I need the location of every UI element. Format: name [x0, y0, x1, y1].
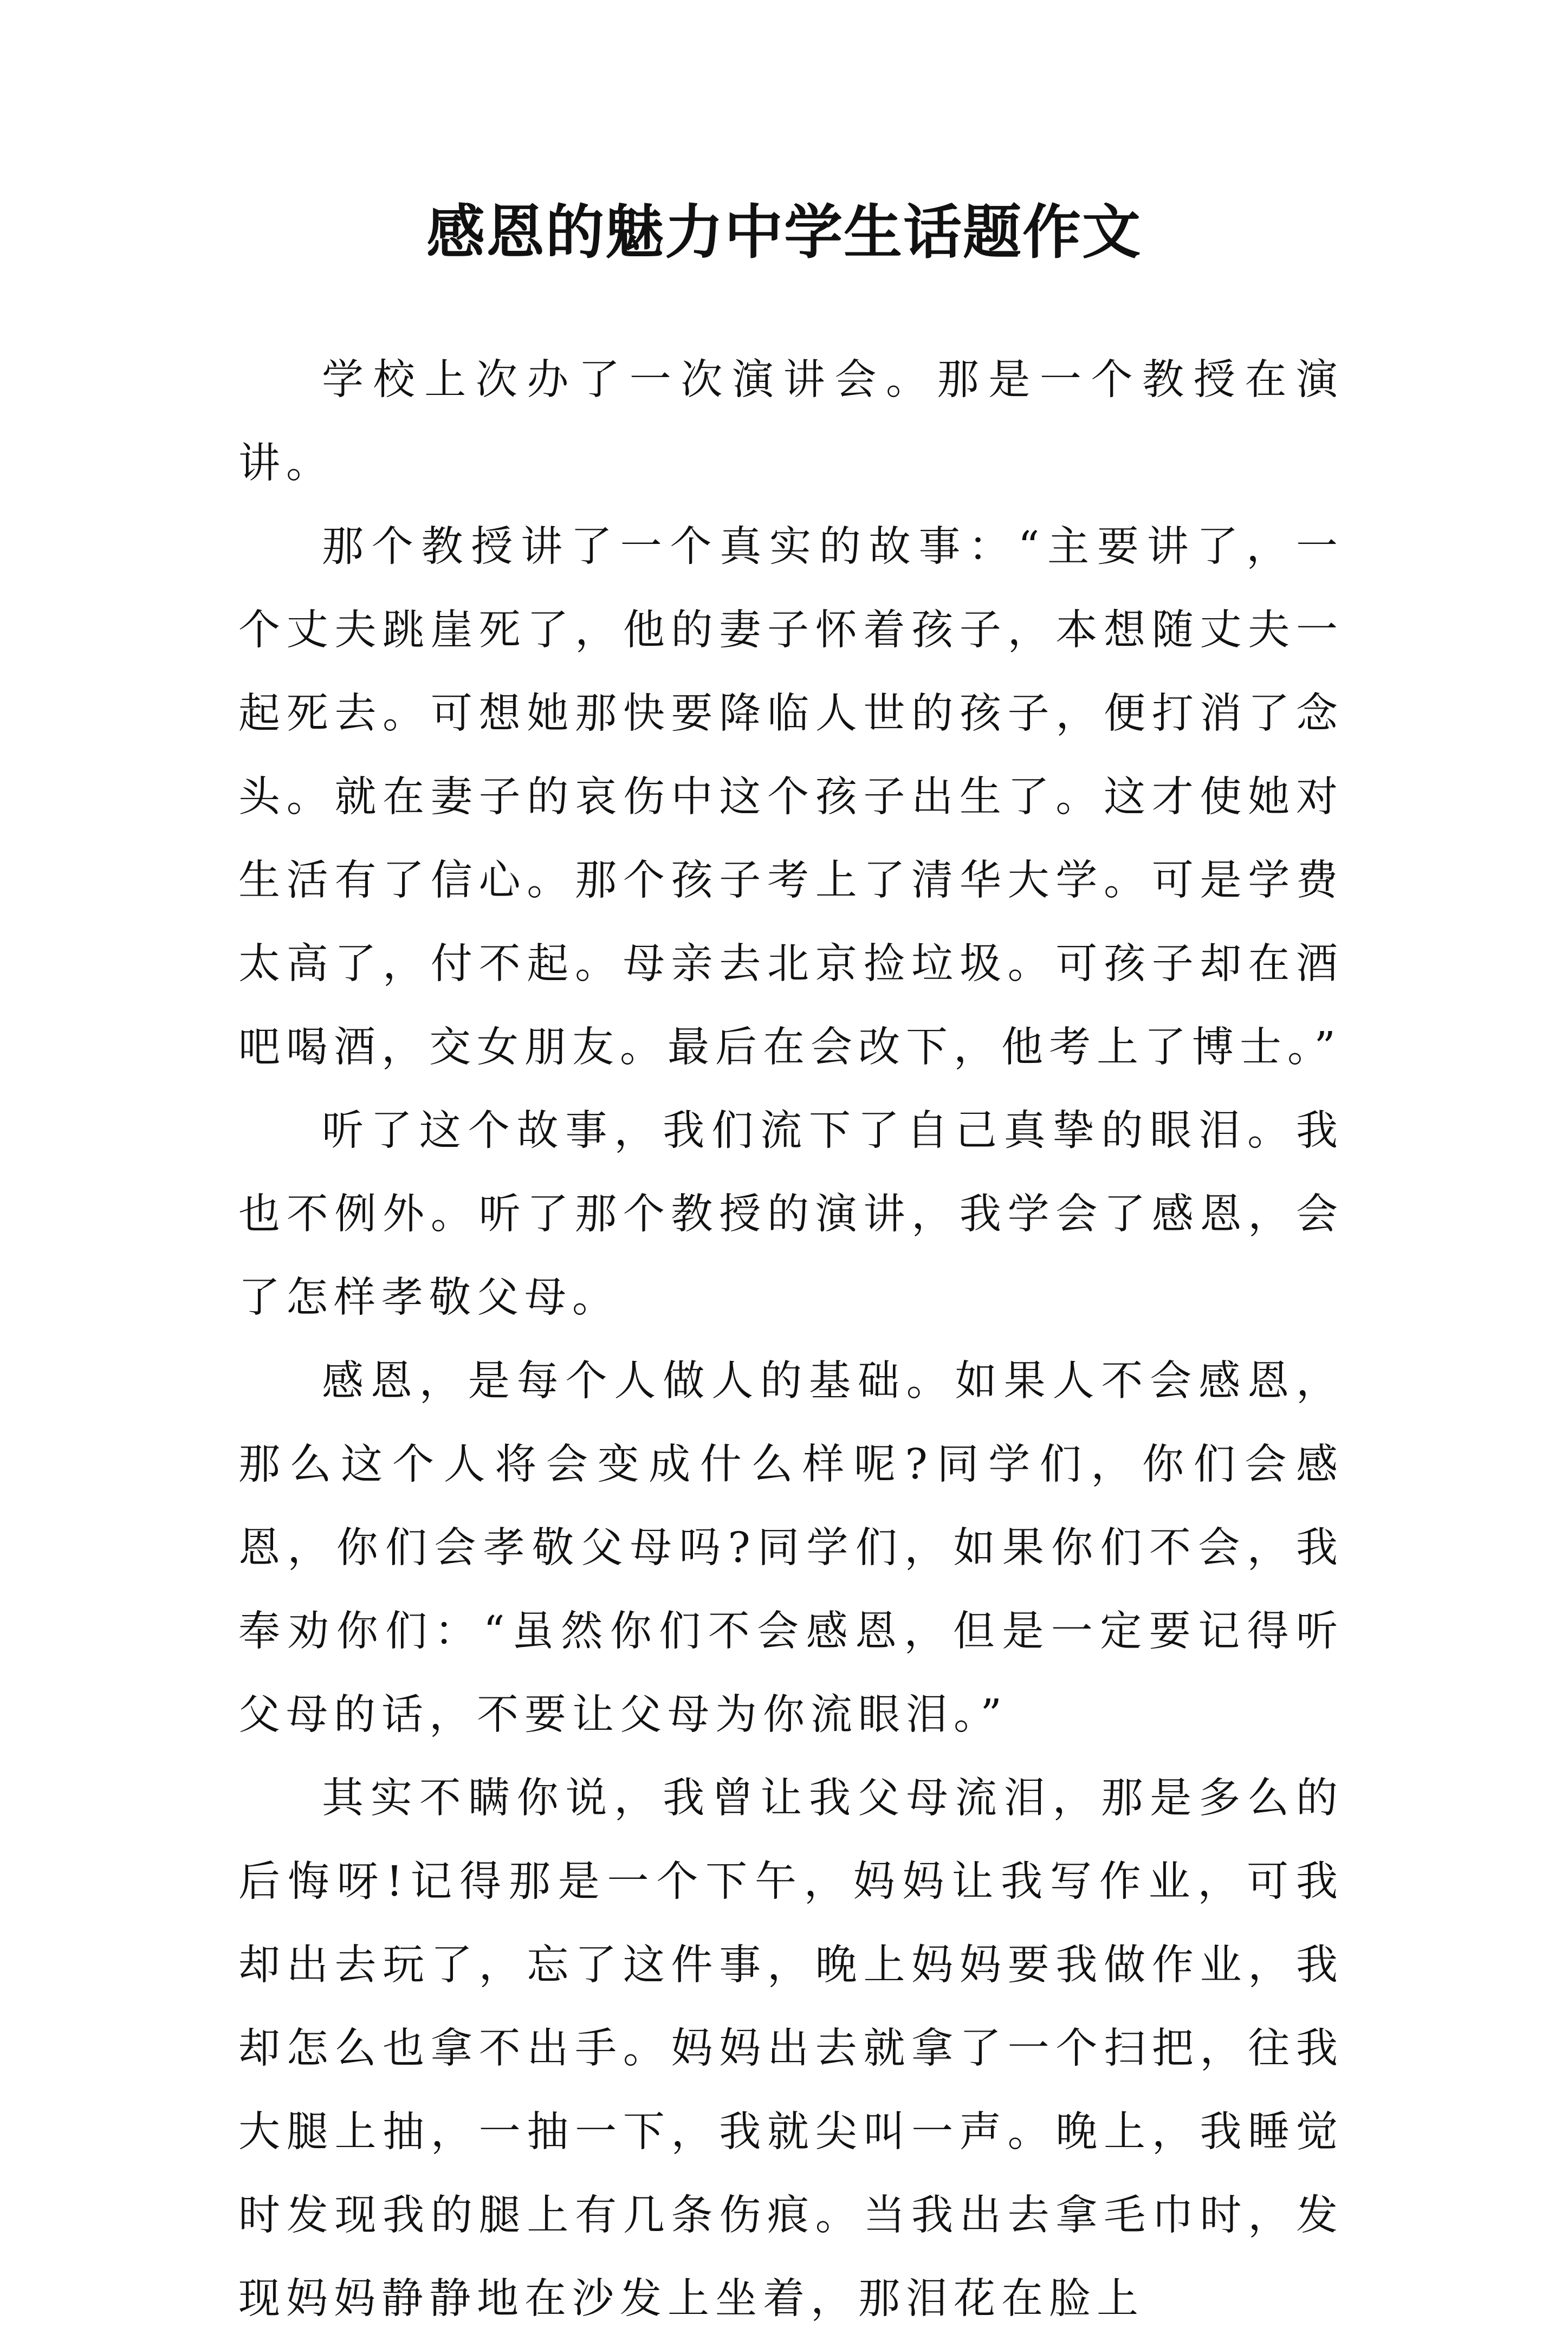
paragraph: 那个教授讲了一个真实的故事：“主要讲了，一个丈夫跳崖死了，他的妻子怀着孩子，本想随丈夫一起死去。可想她那快要降临人世的孩子，便打消了念头。就在妻子的哀伤中这个孩子出生了。这才使她对生活有了信心。那个孩子考上了清华大学。可是学费太高了，付不起。母亲去北京捡垃圾。可孩子却在酒吧喝酒，交女朋友。最后在会改下，他考上了博士。” — [238, 523, 1344, 1072]
paragraph: 感恩，是每个人做人的基础。如果人不会感恩，那么这个人将会变成什么样呢?同学们，你们会感恩，你们会孝敬父母吗?同学们，如果你们不会，我奉劝你们：“虽然你们不会感恩，但是一定要记得听父母的话，不要让父母为你流眼泪。” — [238, 1357, 1344, 1739]
paragraph: 听了这个故事，我们流下了自己真挚的眼泪。我也不例外。听了那个教授的演讲，我学会了感恩，会了怎样孝敬父母。 — [238, 1107, 1344, 1322]
paragraph: 学校上次办了一次演讲会。那是一个教授在演讲。 — [238, 356, 1344, 488]
document-title: 感恩的魅力中学生话题作文 — [426, 199, 1142, 267]
document-body — [238, 339, 1344, 2341]
paragraph: 其实不瞒你说，我曾让我父母流泪，那是多么的后悔呀!记得那是一个下午，妈妈让我写作业，可我却出去玩了，忘了这件事，晚上妈妈要我做作业，我却怎么也拿不出手。妈妈出去就拿了一个扫把，往我大腿上抽，一抽一下，我就尖叫一声。晚上，我睡觉时发现我的腿上有几条伤痕。当我出去拿毛巾时，发现妈妈静静地在沙发上坐着，那泪花在脸上 — [238, 1774, 1344, 2323]
